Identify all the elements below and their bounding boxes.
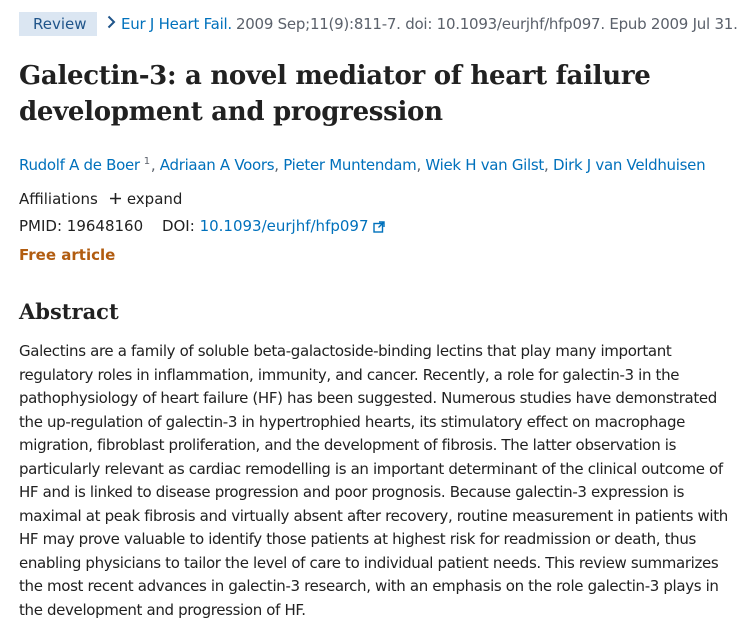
author-separator: , xyxy=(544,156,553,174)
pmid-value: 19648160 xyxy=(66,217,144,235)
journal-link[interactable]: Eur J Heart Fail. xyxy=(121,15,232,33)
free-article-label: Free article xyxy=(19,246,116,264)
affiliations-row xyxy=(19,187,182,211)
chevron-right-icon[interactable] xyxy=(107,15,116,33)
citation-details: 2009 Sep;11(9):811-7. doi: 10.1093/eurjhf/hfp097. Epub 2009 Jul 31. xyxy=(235,15,738,33)
author-link[interactable]: Dirk J van Veldhuisen xyxy=(552,156,706,174)
author-link[interactable]: Adriaan A Voors xyxy=(159,156,275,174)
author-separator: , xyxy=(416,156,426,174)
author-separator: , xyxy=(150,156,160,174)
doi-label: DOI: xyxy=(161,217,195,235)
pmid-label: PMID: xyxy=(19,217,63,235)
doi-link[interactable] xyxy=(200,217,385,235)
affiliation-ref[interactable]: 1 xyxy=(143,156,150,167)
external-link-icon xyxy=(373,216,385,240)
abstract-heading: Abstract xyxy=(19,299,119,324)
expand-label: expand xyxy=(126,190,183,208)
affiliations-label: Affiliations xyxy=(19,190,98,208)
author-link[interactable]: Rudolf A de Boer xyxy=(19,156,140,174)
author-list xyxy=(19,150,741,177)
doi-value: 10.1093/eurjhf/hfp097 xyxy=(199,217,369,235)
citation-row xyxy=(19,12,738,36)
author-link[interactable]: Pieter Muntendam xyxy=(283,156,417,174)
expand-affiliations-button[interactable] xyxy=(110,187,183,211)
plus-icon xyxy=(110,190,121,208)
abstract-text: Galectins are a family of soluble beta-galactoside-binding lectins that play many important regulatory roles in inflammation, immunity, and cancer. Recently, a role for galectin-3 in the pathophysiology of heart failure (HF) has been suggested. Numerous studies have demonstrated the up-regulation of galectin-3 in hypertrophied hearts, its stimulatory effect on macrophage migration, fibroblast proliferation, and the development of fibrosis. The latter observation is particularly relevant as cardiac remodelling is an important determinant of the clinical outcome of HF and is linked to disease progression and poor prognosis. Because galectin-3 expression is maximal at peak fibrosis and virtually absent after recovery, routine measurement in patients with HF may prove valuable to identify those patients at highest risk for readmission or death, thus enabling physicians to tailor the level of care to individual patient needs. This review summarizes the most recent advances in galectin-3 research, with an emphasis on the role galectin-3 plays in the development and progression of HF. xyxy=(19,342,728,619)
identifiers-row xyxy=(19,214,385,240)
article-type-badge: Review xyxy=(19,12,97,36)
author-separator: , xyxy=(274,156,284,174)
author-link[interactable]: Wiek H van Gilst xyxy=(425,156,545,174)
article-title: Galectin-3: a novel mediator of heart failure development and progression xyxy=(19,61,651,127)
